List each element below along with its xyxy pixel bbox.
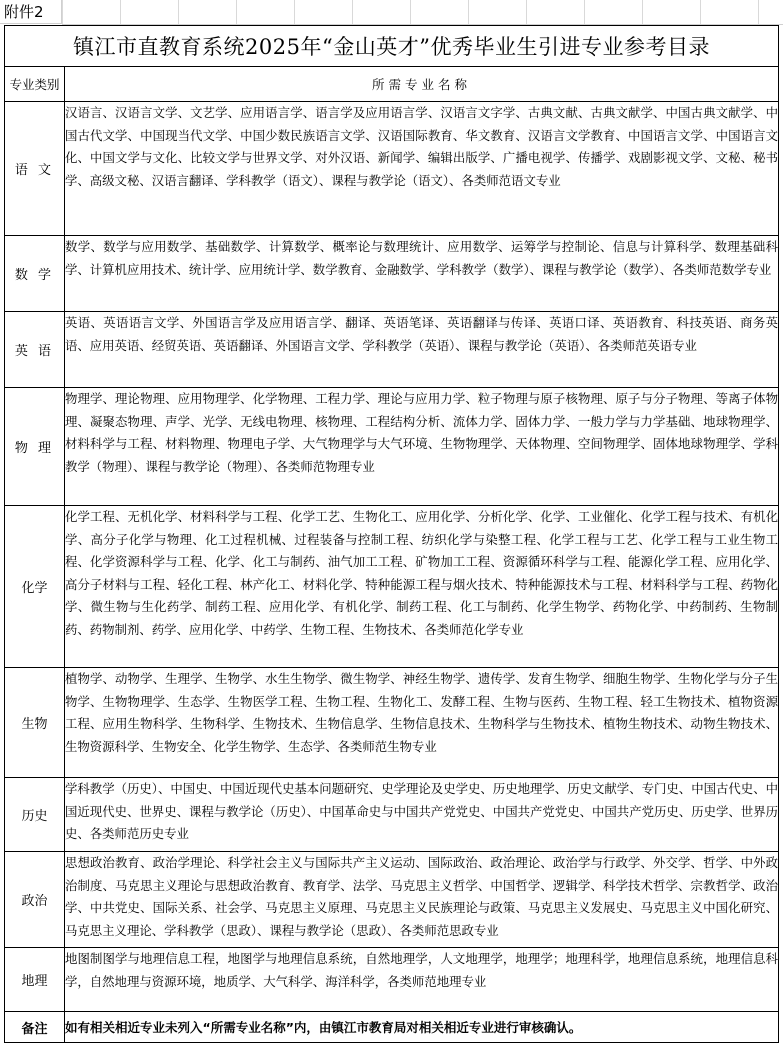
majors-cell: 思想政治教育、政治学理论、科学社会主义与国际共产主义运动、国际政治、政治理论、政治学与行政学、外交学、哲学、中外政治制度、马克思主义理论与思想政治教育、教育学、法学、马克思主义哲学、中国哲学、逻辑学、科学技术哲学、宗教哲学、政治学、中共党史、国际关系、社会学、马克思主义原理、马克思主义民族理论与政策、马克思主义发展史、马克思主义中国化研究、马克思主义理论、学科教学（思政）、课程与教学论（思政）、各类师范思政专业 <box>65 852 779 948</box>
majors-table <box>4 25 779 1043</box>
attachment-label: 附件2 <box>0 0 62 24</box>
table-row <box>5 102 779 236</box>
majors-cell: 英语、英语语言文学、外国语言学及应用语言学、翻译、英语笔译、英语翻译与传译、英语口译、英语教育、科技英语、商务英语、应用英语、经贸英语、英语翻译、外国语言文学、学科教学（英语）、课程与教学论（英语）、各类师范英语专业 <box>65 312 779 388</box>
note-row <box>5 1012 779 1043</box>
majors-cell: 汉语言、汉语言文学、文艺学、应用语言学、语言学及应用语言学、汉语言文字学、古典文献、古典文献学、中国古典文献学、中国古代文学、中国现当代文学、中国少数民族语言文学、汉语国际教育、华文教育、汉语言文学教育、中国语言文学、中国语言文化、中国文学与文化、比较文学与世界文学、对外汉语、新闻学、编辑出版学、广播电视学、传播学、戏剧影视文学、文秘、秘书学、高级文秘、汉语言翻译、学科教学（语文）、课程与教学论（语文）、各类师范语文专业 <box>65 102 779 236</box>
majors-cell: 数学、数学与应用数学、基础数学、计算数学、概率论与数理统计、应用数学、运筹学与控制论、信息与计算科学、数理基础科学、计算机应用技术、统计学、应用统计学、数学教育、金融数学、学科教学（数学）、课程与教学论（数学）、各类师范数学专业 <box>65 236 779 312</box>
majors-cell: 地图制图学与地理信息工程，地图学与地理信息系统，自然地理学，人文地理学，地理学；地理科学，地理信息系统，地理信息科学，自然地理与资源环境，地质学、大气科学、海洋科学，各类师范地理专业 <box>65 948 779 1012</box>
table-row <box>5 312 779 388</box>
category-cell: 数 学 <box>5 236 65 312</box>
spreadsheet-gridlines <box>62 0 783 25</box>
category-cell: 语 文 <box>5 102 65 236</box>
category-cell: 地理 <box>5 948 65 1012</box>
title-row <box>5 26 779 67</box>
category-cell: 历史 <box>5 778 65 852</box>
header-row <box>5 67 779 102</box>
majors-cell: 学科教学（历史）、中国史、中国近现代史基本问题研究、史学理论及史学史、历史地理学、历史文献学、专门史、中国古代史、中国近现代史、世界史、课程与教学论（历史）、中国革命史与中国共产党党史、中国共产党党史、中国共产党历史、历史学、世界历史、各类师范历史专业 <box>65 778 779 852</box>
category-cell: 英 语 <box>5 312 65 388</box>
majors-cell: 物理学、理论物理、应用物理学、化学物理、工程力学、理论与应用力学、粒子物理与原子核物理、原子与分子物理、等离子体物理、凝聚态物理、声学、光学、无线电物理、核物理、工程结构分析、流体力学、固体力学、一般力学与力学基础、地球物理学、材料科学与工程、材料物理、物理电子学、大气物理学与大气环境、生物物理学、天体物理、空间物理学、固体地球物理学、学科教学（物理）、课程与教学论（物理）、各类师范物理专业 <box>65 388 779 506</box>
table-row <box>5 236 779 312</box>
note-text: 如有相关相近专业未列入“所需专业名称”内，由镇江市教育局对相关相近专业进行审核确认。 <box>65 1012 779 1043</box>
category-cell: 物 理 <box>5 388 65 506</box>
category-cell: 生物 <box>5 668 65 778</box>
table-row <box>5 948 779 1012</box>
header-category: 专业类别 <box>5 67 65 102</box>
table-row <box>5 506 779 668</box>
table-row <box>5 388 779 506</box>
header-majors: 所需专业名称 <box>65 67 779 102</box>
category-cell: 化学 <box>5 506 65 668</box>
table-row <box>5 668 779 778</box>
majors-cell: 化学工程、无机化学、材料科学与工程、化学工艺、生物化工、应用化学、分析化学、化学、工业催化、化学工程与技术、有机化学、高分子化学与物理、化工过程机械、过程装备与控制工程、纺织化学与染整工程、化学工程与工艺、化学工程与工业生物工程、化学资源科学与工程、化学、化工与制药、油气加工工程、矿物加工工程、资源循环科学与工程、能源化学工程、应用化学、高分子材料与工程、轻化工程、林产化工、材料化学、特种能源工程与烟火技术、特种能源技术与工程、材料科学与工程、药物化学、微生物与生化药学、制药工程、应用化学、有机化学、制药工程、化工与制药、化学生物学、药物化学、中药制药、生物制药、药物制剂、药学、应用化学、中药学、生物工程、生物技术、各类师范化学专业 <box>65 506 779 668</box>
table-row <box>5 778 779 852</box>
table-row <box>5 852 779 948</box>
note-label: 备注 <box>5 1012 65 1043</box>
category-cell: 政治 <box>5 852 65 948</box>
majors-cell: 植物学、动物学、生理学、生物学、水生生物学、微生物学、神经生物学、遗传学、发育生物学、细胞生物学、生物化学与分子生物学、生物物理学、生态学、生物医学工程、生物工程、生物化工、发酵工程、生物与医药、生物工程、轻工生物技术、植物资源工程、应用生物科学、生物科学、生物技术、生物信息学、生物信息技术、生物科学与生物技术、植物生物技术、动物生物技术、生物资源科学、生物安全、化学生物学、生态学、各类师范生物专业 <box>65 668 779 778</box>
page-title: 镇江市直教育系统2025年“金山英才”优秀毕业生引进专业参考目录 <box>5 26 779 67</box>
